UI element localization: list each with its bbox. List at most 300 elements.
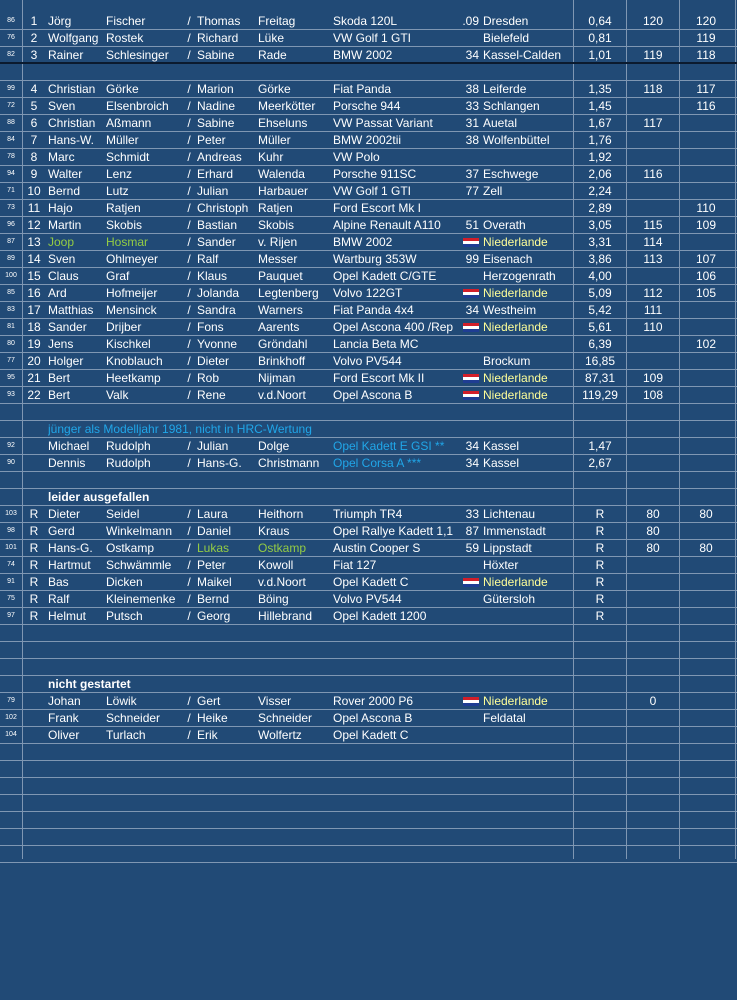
city-cell: Feldatal [483, 711, 526, 725]
driver-first-name-cell: Hajo [48, 201, 73, 215]
position-cell: 15 [27, 269, 41, 283]
table-row [0, 149, 737, 166]
codriver-first-name-cell: Christoph [197, 201, 249, 215]
empty-row [0, 64, 737, 81]
position-cell: 22 [27, 388, 41, 402]
city-cell: Eisenach [483, 252, 533, 266]
empty-row [0, 659, 737, 676]
codriver-last-name-cell: Harbauer [258, 184, 309, 198]
penalty-time-cell: 87,31 [584, 371, 616, 385]
points-1-cell: 118 [643, 82, 663, 96]
penalty-time-cell: 3,86 [588, 252, 612, 266]
penalty-time-cell: R [595, 524, 605, 538]
city-cell: Dresden [483, 14, 529, 28]
table-row [0, 523, 737, 540]
car-model-cell: Volvo PV544 [333, 354, 402, 368]
table-row [0, 336, 737, 353]
codriver-last-name-cell: Görke [258, 82, 291, 96]
driver-last-name-cell: Aßmann [106, 116, 152, 130]
city-cell: Lippstadt [483, 541, 532, 555]
car-model-cell: Rover 2000 P6 [333, 694, 414, 708]
codriver-first-name-cell: Laura [197, 507, 228, 521]
points-1-cell: 120 [642, 14, 664, 28]
separator-cell: / [187, 371, 191, 385]
car-model-cell: VW Golf 1 GTI [333, 184, 412, 198]
points-2-cell: 119 [696, 31, 716, 45]
city-cell: Schlangen [483, 99, 540, 113]
car-model-cell: Opel Kadett 1200 [333, 609, 427, 623]
car-model-cell: Fiat Panda [333, 82, 392, 96]
position-cell: R [29, 558, 39, 572]
section-heading: leider ausgefallen [48, 490, 150, 504]
car-model-cell: Opel Kadett C/GTE [333, 269, 437, 283]
codriver-first-name-cell: Peter [197, 558, 226, 572]
codriver-first-name-cell: Nadine [197, 99, 236, 113]
driver-first-name-cell: Bert [48, 371, 71, 385]
start-number-cell: 83 [7, 306, 15, 313]
driver-first-name-cell: Bas [48, 575, 69, 589]
driver-first-name-cell: Michael [48, 439, 90, 453]
penalty-time-cell: 119,29 [582, 388, 618, 402]
car-model-cell: Porsche 911SC [333, 167, 417, 181]
city-cell: Kassel [483, 439, 520, 453]
codriver-first-name-cell: Gert [197, 694, 221, 708]
driver-last-name-cell: Löwik [106, 694, 137, 708]
driver-first-name-cell: Walter [48, 167, 83, 181]
driver-first-name-cell: Ralf [48, 592, 70, 606]
codriver-first-name-cell: Heike [197, 711, 228, 725]
driver-last-name-cell: Kischkel [106, 337, 151, 351]
driver-last-name-cell: Elsenbroich [106, 99, 169, 113]
separator-cell: / [187, 48, 191, 62]
driver-last-name-cell: Ostkamp [106, 541, 155, 555]
start-number-cell: 90 [7, 459, 15, 466]
driver-first-name-cell: Ard [48, 286, 67, 300]
codriver-last-name-cell: Nijman [258, 371, 296, 385]
separator-cell: / [187, 439, 191, 453]
driver-last-name-cell: Turlach [106, 728, 146, 742]
table-row [0, 166, 737, 183]
driver-first-name-cell: Wolfgang [48, 31, 99, 45]
driver-first-name-cell: Hans-W. [48, 133, 95, 147]
empty-row [0, 744, 737, 761]
codriver-first-name-cell: Julian [197, 184, 229, 198]
position-cell: 3 [30, 48, 38, 62]
penalty-time-cell: 2,67 [588, 456, 612, 470]
start-number-cell: 73 [7, 204, 15, 211]
codriver-last-name-cell: Pauquet [258, 269, 303, 283]
points-1-cell: 109 [642, 371, 664, 385]
start-number-cell: 103 [5, 510, 17, 517]
driver-first-name-cell: Dieter [48, 507, 81, 521]
codriver-last-name-cell: Meerkötter [258, 99, 316, 113]
codriver-last-name-cell: Schneider [258, 711, 313, 725]
empty-row [0, 761, 737, 778]
driver-first-name-cell: Sander [48, 320, 87, 334]
car-model-cell: Volvo PV544 [333, 592, 402, 606]
codriver-last-name-cell: Müller [258, 133, 291, 147]
car-model-cell: Opel Kadett C [333, 728, 409, 742]
club-number-cell: 34 [465, 439, 479, 453]
points-1-cell: 80 [646, 524, 660, 538]
start-number-cell: 98 [7, 527, 15, 534]
codriver-last-name-cell: v. Rijen [258, 235, 298, 249]
table-row [0, 285, 737, 302]
start-number-cell: 91 [7, 578, 15, 585]
table-row [0, 115, 737, 132]
club-number-cell: 31 [465, 116, 479, 130]
separator-cell: / [187, 337, 191, 351]
start-number-cell: 78 [7, 153, 15, 160]
driver-last-name-cell: Hofmeijer [106, 286, 158, 300]
points-2-cell: 107 [695, 252, 717, 266]
separator-cell: / [187, 235, 191, 249]
points-1-cell: 117 [643, 116, 663, 130]
start-number-cell: 71 [7, 187, 15, 194]
codriver-first-name-cell: Peter [197, 133, 226, 147]
car-model-cell: VW Golf 1 GTI [333, 31, 412, 45]
codriver-first-name-cell: Erik [197, 728, 218, 742]
separator-cell: / [187, 507, 191, 521]
start-number-cell: 77 [7, 357, 15, 364]
codriver-last-name-cell: Ostkamp [258, 541, 307, 555]
city-cell: Herzogenrath [483, 269, 556, 283]
driver-first-name-cell: Frank [48, 711, 79, 725]
table-row [0, 98, 737, 115]
netherlands-flag-icon [463, 323, 479, 332]
driver-last-name-cell: Graf [106, 269, 130, 283]
points-1-cell: 80 [646, 507, 660, 521]
start-number-cell: 97 [7, 612, 15, 619]
driver-first-name-cell: Jens [48, 337, 74, 351]
separator-cell: / [187, 541, 191, 555]
start-number-cell: 85 [7, 289, 15, 296]
points-1-cell: 108 [642, 388, 664, 402]
car-model-cell: Austin Cooper S [333, 541, 421, 555]
codriver-first-name-cell: Dieter [197, 354, 230, 368]
codriver-last-name-cell: Kowoll [258, 558, 294, 572]
codriver-last-name-cell: Warners [258, 303, 303, 317]
city-cell: Gütersloh [483, 592, 536, 606]
separator-cell: / [187, 609, 191, 623]
codriver-last-name-cell: Walenda [258, 167, 305, 181]
codriver-first-name-cell: Georg [197, 609, 231, 623]
penalty-time-cell: R [595, 575, 605, 589]
car-model-cell: Opel Corsa A *** [333, 456, 422, 470]
penalty-time-cell: 1,76 [588, 133, 612, 147]
club-number-cell: 38 [465, 133, 479, 147]
city-cell: Zell [483, 184, 503, 198]
codriver-last-name-cell: Hillebrand [258, 609, 313, 623]
position-cell: R [29, 524, 39, 538]
penalty-time-cell: R [595, 592, 605, 606]
city-cell: Niederlande [483, 320, 548, 334]
empty-row [0, 404, 737, 421]
empty-row [0, 625, 737, 642]
codriver-last-name-cell: Wolfertz [258, 728, 302, 742]
table-row [0, 319, 737, 336]
position-cell: 8 [30, 150, 38, 164]
codriver-first-name-cell: Rob [197, 371, 220, 385]
table-row [0, 591, 737, 608]
start-number-cell: 82 [7, 51, 15, 58]
empty-row [0, 795, 737, 812]
table-row [0, 557, 737, 574]
table-row [0, 30, 737, 47]
table-row [0, 370, 737, 387]
codriver-first-name-cell: Sander [197, 235, 236, 249]
position-cell: R [29, 541, 39, 555]
club-number-cell: 59 [465, 541, 479, 555]
separator-cell: / [187, 303, 191, 317]
position-cell: R [29, 592, 39, 606]
table-row [0, 693, 737, 710]
position-cell: 12 [27, 218, 41, 232]
codriver-first-name-cell: Sabine [197, 48, 235, 62]
codriver-last-name-cell: Messer [258, 252, 298, 266]
netherlands-flag-icon [463, 289, 479, 298]
points-1-cell: 119 [643, 48, 663, 62]
city-cell: Kassel-Calden [483, 48, 562, 62]
codriver-last-name-cell: Böing [258, 592, 289, 606]
driver-first-name-cell: Martin [48, 218, 82, 232]
table-row [0, 387, 737, 404]
city-cell: Eschwege [483, 167, 539, 181]
penalty-time-cell: 16,85 [584, 354, 616, 368]
driver-first-name-cell: Matthias [48, 303, 94, 317]
driver-last-name-cell: Winkelmann [106, 524, 173, 538]
penalty-time-cell: 5,42 [588, 303, 612, 317]
points-1-cell: 113 [643, 252, 663, 266]
driver-last-name-cell: Putsch [106, 609, 143, 623]
codriver-first-name-cell: Richard [197, 31, 239, 45]
codriver-last-name-cell: v.d.Noort [258, 388, 306, 402]
driver-last-name-cell: Hosmar [106, 235, 149, 249]
club-number-cell: 34 [465, 456, 479, 470]
driver-last-name-cell: Schmidt [106, 150, 150, 164]
codriver-last-name-cell: Christmann [258, 456, 320, 470]
penalty-time-cell: 5,61 [588, 320, 612, 334]
separator-cell: / [187, 99, 191, 113]
start-number-cell: 80 [7, 340, 15, 347]
car-model-cell: Opel Kadett C [333, 575, 409, 589]
codriver-first-name-cell: Bernd [197, 592, 230, 606]
table-row [0, 268, 737, 285]
driver-last-name-cell: Rudolph [106, 439, 151, 453]
position-cell: 18 [27, 320, 41, 334]
driver-first-name-cell: Jörg [48, 14, 72, 28]
codriver-last-name-cell: v.d.Noort [258, 575, 306, 589]
driver-first-name-cell: Sven [48, 99, 76, 113]
driver-last-name-cell: Görke [106, 82, 139, 96]
points-1-cell: 110 [643, 320, 663, 334]
start-number-cell: 74 [7, 561, 15, 568]
position-cell: R [29, 609, 39, 623]
separator-cell: / [187, 558, 191, 572]
codriver-last-name-cell: Kraus [258, 524, 290, 538]
car-model-cell: VW Passat Variant [333, 116, 433, 130]
city-cell: Brockum [483, 354, 531, 368]
empty-row [0, 472, 737, 489]
position-cell: 9 [30, 167, 38, 181]
table-row [0, 608, 737, 625]
start-number-cell: 96 [7, 221, 15, 228]
empty-row [0, 642, 737, 659]
codriver-first-name-cell: Fons [197, 320, 224, 334]
penalty-time-cell: 0,64 [588, 14, 612, 28]
codriver-first-name-cell: Maikel [197, 575, 232, 589]
codriver-last-name-cell: Ratjen [258, 201, 293, 215]
driver-first-name-cell: Claus [48, 269, 79, 283]
position-cell: 21 [27, 371, 41, 385]
position-cell: 19 [27, 337, 41, 351]
codriver-last-name-cell: Visser [258, 694, 292, 708]
club-number-cell: 99 [465, 252, 479, 266]
club-number-cell: 34 [465, 48, 479, 62]
driver-first-name-cell: Rainer [48, 48, 84, 62]
club-number-cell: 34 [465, 303, 479, 317]
table-row [0, 251, 737, 268]
driver-last-name-cell: Rudolph [106, 456, 151, 470]
driver-first-name-cell: Dennis [48, 456, 86, 470]
start-number-cell: 93 [7, 391, 15, 398]
car-model-cell: Volvo 122GT [333, 286, 403, 300]
position-cell: R [29, 507, 39, 521]
section-row [0, 489, 737, 506]
table-row [0, 506, 737, 523]
car-model-cell: Fiat 127 [333, 558, 377, 572]
penalty-time-cell: R [595, 507, 605, 521]
codriver-first-name-cell: Bastian [197, 218, 238, 232]
start-number-cell: 88 [7, 119, 15, 126]
driver-first-name-cell: Hartmut [48, 558, 91, 572]
driver-last-name-cell: Rostek [106, 31, 144, 45]
club-number-cell: 38 [465, 82, 479, 96]
points-2-cell: 120 [695, 14, 717, 28]
position-cell: 11 [27, 201, 41, 215]
codriver-first-name-cell: Daniel [197, 524, 232, 538]
car-model-cell: Opel Ascona 400 /Rep [333, 320, 454, 334]
start-number-cell: 92 [7, 442, 15, 449]
points-1-cell: 116 [643, 167, 663, 181]
separator-cell: / [187, 388, 191, 402]
separator-cell: / [187, 14, 191, 28]
separator-cell: / [187, 167, 191, 181]
table-row [0, 353, 737, 370]
codriver-first-name-cell: Jolanda [197, 286, 240, 300]
separator-cell: / [187, 201, 191, 215]
points-2-cell: 110 [696, 201, 716, 215]
club-number-cell: 51 [465, 218, 479, 232]
table-row [0, 540, 737, 557]
codriver-first-name-cell: Erhard [197, 167, 234, 181]
club-number-cell: .09 [462, 14, 479, 28]
driver-last-name-cell: Drijber [106, 320, 142, 334]
points-2-cell: 117 [696, 82, 716, 96]
penalty-time-cell: R [595, 558, 605, 572]
car-model-cell: VW Polo [333, 150, 380, 164]
driver-last-name-cell: Mensinck [106, 303, 157, 317]
netherlands-flag-icon [463, 391, 479, 400]
driver-last-name-cell: Schlesinger [106, 48, 169, 62]
codriver-last-name-cell: Legtenberg [258, 286, 319, 300]
codriver-first-name-cell: Klaus [197, 269, 228, 283]
driver-last-name-cell: Skobis [106, 218, 143, 232]
car-model-cell: Lancia Beta MC [333, 337, 419, 351]
club-number-cell: 37 [465, 167, 479, 181]
points-2-cell: 116 [696, 99, 716, 113]
penalty-time-cell: R [595, 609, 605, 623]
codriver-first-name-cell: Julian [197, 439, 229, 453]
separator-cell: / [187, 150, 191, 164]
club-number-cell: 33 [465, 99, 479, 113]
start-number-cell: 94 [7, 170, 15, 177]
separator-cell: / [187, 524, 191, 538]
city-cell: Overath [483, 218, 526, 232]
points-1-cell: 114 [643, 235, 663, 249]
penalty-time-cell: 5,09 [588, 286, 612, 300]
penalty-time-cell: 0,81 [588, 31, 612, 45]
position-cell: R [29, 575, 39, 589]
position-cell: 6 [30, 116, 38, 130]
club-number-cell: 87 [465, 524, 479, 538]
codriver-last-name-cell: Brinkhoff [258, 354, 306, 368]
table-row [0, 13, 737, 30]
points-1-cell: 112 [643, 286, 663, 300]
driver-last-name-cell: Knoblauch [106, 354, 163, 368]
points-2-cell: 106 [695, 269, 717, 283]
penalty-time-cell: R [595, 541, 605, 555]
driver-last-name-cell: Heetkamp [106, 371, 161, 385]
penalty-time-cell: 1,01 [588, 48, 612, 62]
city-cell: Niederlande [483, 694, 548, 708]
position-cell: 10 [27, 184, 41, 198]
car-model-cell: Fiat Panda 4x4 [333, 303, 414, 317]
driver-first-name-cell: Sven [48, 252, 76, 266]
city-cell: Wolfenbüttel [483, 133, 550, 147]
city-cell: Westheim [483, 303, 537, 317]
position-cell: 14 [27, 252, 41, 266]
codriver-first-name-cell: Andreas [197, 150, 242, 164]
driver-first-name-cell: Hans-G. [48, 541, 93, 555]
driver-first-name-cell: Bert [48, 388, 71, 402]
car-model-cell: Triumph TR4 [333, 507, 403, 521]
driver-last-name-cell: Dicken [106, 575, 143, 589]
city-cell: Höxter [483, 558, 519, 572]
netherlands-flag-icon [463, 578, 479, 587]
section-heading: nicht gestartet [48, 677, 131, 691]
netherlands-flag-icon [463, 697, 479, 706]
codriver-last-name-cell: Freitag [258, 14, 296, 28]
car-model-cell: BMW 2002 [333, 48, 393, 62]
separator-cell: / [187, 82, 191, 96]
start-number-cell: 86 [7, 17, 15, 24]
codriver-last-name-cell: Heithorn [258, 507, 304, 521]
codriver-last-name-cell: Ehseluns [258, 116, 308, 130]
penalty-time-cell: 1,45 [588, 99, 612, 113]
car-model-cell: Skoda 120L [333, 14, 398, 28]
codriver-first-name-cell: Hans-G. [197, 456, 242, 470]
city-cell: Niederlande [483, 388, 548, 402]
car-model-cell: BMW 2002tii [333, 133, 402, 147]
city-cell: Leiferde [483, 82, 527, 96]
points-2-cell: 80 [699, 507, 713, 521]
start-number-cell: 79 [7, 697, 15, 704]
driver-last-name-cell: Ratjen [106, 201, 141, 215]
position-cell: 2 [30, 31, 38, 45]
driver-first-name-cell: Oliver [48, 728, 80, 742]
position-cell: 5 [30, 99, 38, 113]
